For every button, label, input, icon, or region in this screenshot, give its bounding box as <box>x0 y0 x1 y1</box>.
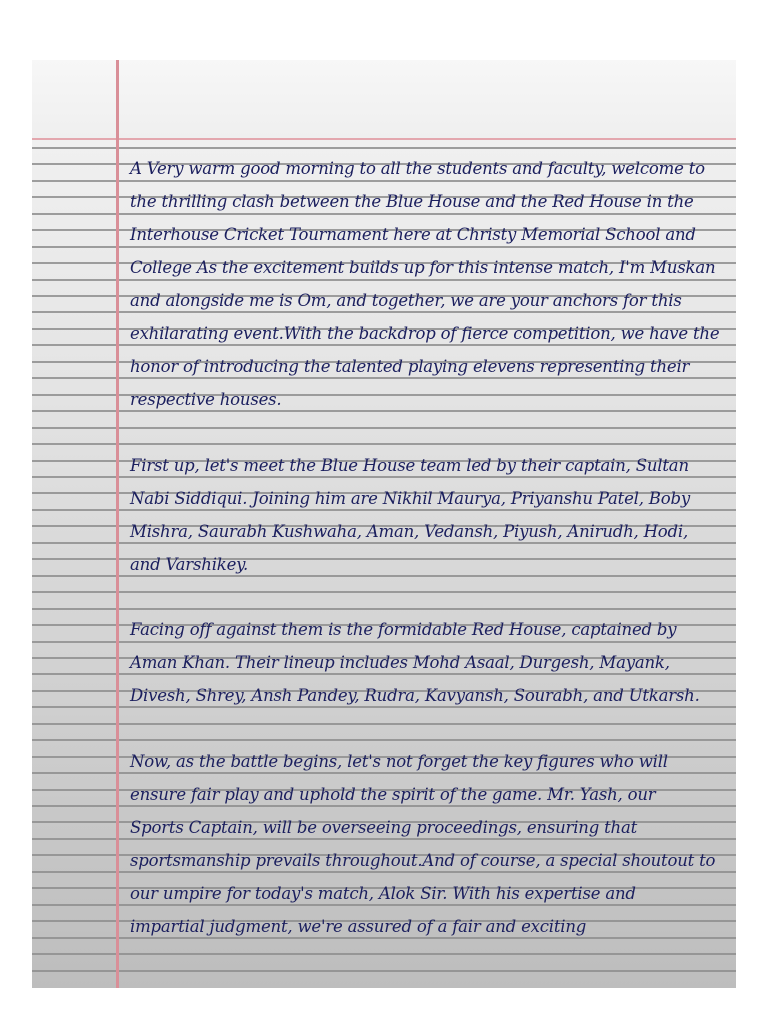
ruled-line <box>32 476 736 478</box>
ruled-line <box>32 772 736 774</box>
ruled-line <box>32 509 736 511</box>
ruled-line <box>32 937 736 939</box>
text-line: Now, as the battle begins, let's not forget the key figures who will <box>130 752 668 771</box>
text-line: Aman Khan. Their lineup includes Mohd Asaal, Durgesh, Mayank, <box>130 653 670 672</box>
text-line: our umpire for today's match, Alok Sir. With his expertise and <box>130 884 636 903</box>
ruled-line <box>32 279 736 281</box>
text-line: sportsmanship prevails throughout.And of course, a special shoutout to <box>130 851 716 870</box>
text-line: impartial judgment, we're assured of a fair and exciting <box>130 917 587 936</box>
ruled-line <box>32 246 736 248</box>
ruled-line <box>32 410 736 412</box>
ruled-line <box>32 213 736 215</box>
ruled-line <box>32 970 736 972</box>
text-line: the thrilling clash between the Blue House and the Red House in the <box>130 192 694 211</box>
ruled-line <box>32 443 736 445</box>
ruled-line <box>32 608 736 610</box>
text-line: and Varshikey. <box>130 555 249 574</box>
ruled-line <box>32 344 736 346</box>
text-line: respective houses. <box>130 390 282 409</box>
ruled-line <box>32 641 736 643</box>
ruled-line <box>32 377 736 379</box>
notebook-page <box>32 60 736 988</box>
text-line: A Very warm good morning to all the students and faculty, welcome to <box>130 159 705 178</box>
ruled-line <box>32 739 736 741</box>
page-header-space <box>32 60 736 138</box>
left-margin-line <box>116 60 119 988</box>
ruled-line <box>32 953 736 955</box>
text-line: Interhouse Cricket Tournament here at Christy Memorial School and <box>130 225 696 244</box>
text-line: Nabi Siddiqui. Joining him are Nikhil Maurya, Priyanshu Patel, Boby <box>130 489 690 508</box>
text-line: Mishra, Saurabh Kushwaha, Aman, Vedansh, Piyush, Anirudh, Hodi, <box>130 522 689 541</box>
ruled-line <box>32 805 736 807</box>
ruled-line <box>32 706 736 708</box>
ruled-line <box>32 838 736 840</box>
ruled-line <box>32 427 736 429</box>
ruled-line <box>32 904 736 906</box>
ruled-line <box>32 180 736 182</box>
ruled-line <box>32 542 736 544</box>
ruled-line <box>32 147 736 149</box>
ruled-line <box>32 723 736 725</box>
text-line: Facing off against them is the formidable Red House, captained by <box>130 620 677 639</box>
text-line: Divesh, Shrey, Ansh Pandey, Rudra, Kavyansh, Sourabh, and Utkarsh. <box>130 686 700 705</box>
text-line: Sports Captain, will be overseeing proceedings, ensuring that <box>130 818 638 837</box>
top-margin-rule <box>32 138 736 140</box>
text-line: First up, let's meet the Blue House team led by their captain, Sultan <box>130 456 689 475</box>
text-line: honor of introducing the talented playing elevens representing their <box>130 357 690 376</box>
ruled-line <box>32 871 736 873</box>
text-line: ensure fair play and uphold the spirit of the game. Mr. Yash, our <box>130 785 656 804</box>
text-line: and alongside me is Om, and together, we are your anchors for this <box>130 291 682 310</box>
text-line: College As the excitement builds up for this intense match, I'm Muskan <box>130 258 716 277</box>
ruled-line <box>32 575 736 577</box>
text-line: exhilarating event.With the backdrop of fierce competition, we have the <box>130 324 720 343</box>
ruled-line <box>32 673 736 675</box>
ruled-line <box>32 311 736 313</box>
ruled-line <box>32 591 736 593</box>
